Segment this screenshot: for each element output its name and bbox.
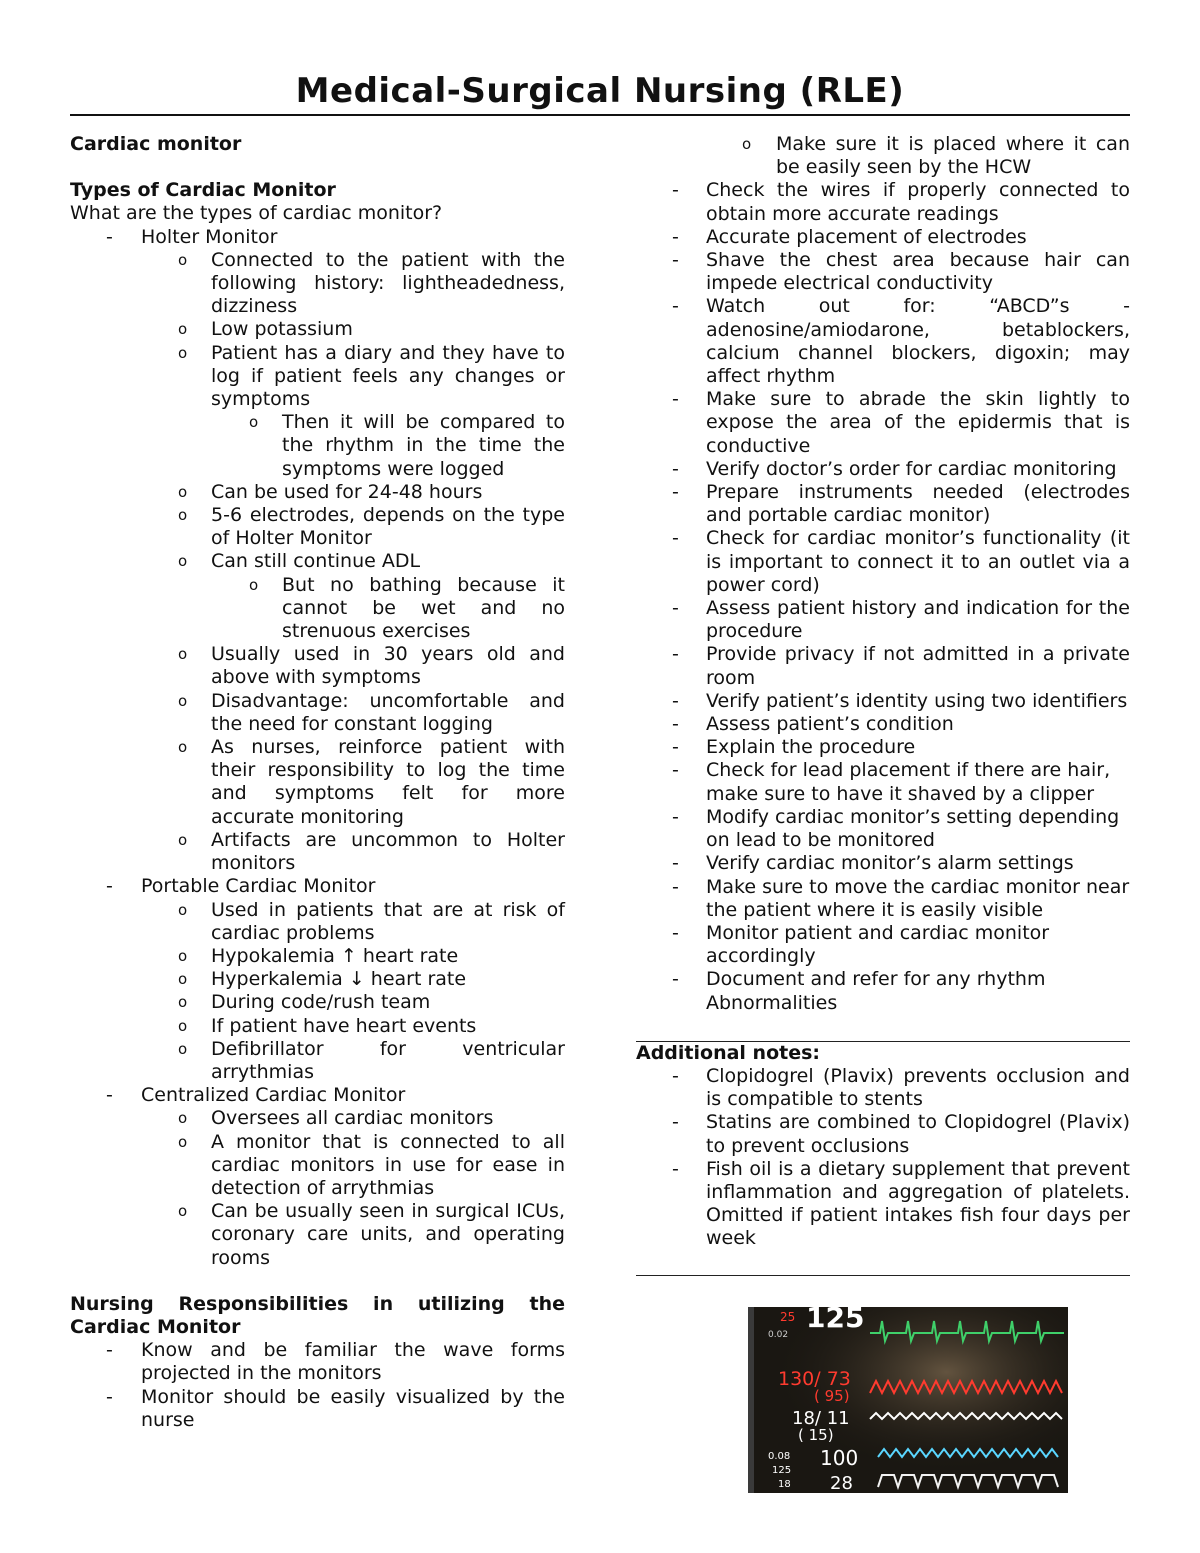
st-value: 0.02 — [768, 1330, 789, 1340]
circle-bullet: o — [178, 482, 188, 501]
dash-bullet: - — [672, 921, 679, 944]
dash-bullet: - — [672, 1157, 679, 1180]
title-rule — [70, 114, 1130, 116]
circle-bullet: o — [178, 1109, 188, 1128]
dash-bullet: - — [672, 388, 679, 411]
list-item: o As nurses, reinforce patient with their responsibility to log the time and symptoms felt for more accurate monitoring — [178, 736, 565, 828]
list-item: - Make sure to abrade the skin lightly to expose the area of the epidermis that is conductive — [672, 388, 1130, 457]
circle-bullet: o — [178, 343, 188, 362]
circle-bullet: o — [742, 135, 752, 153]
list-item: - Know and be familiar the wave forms projected in the monitors — [106, 1339, 565, 1385]
dash-bullet: - — [106, 1385, 113, 1408]
list-item: - Shave the chest area because hair can impede electrical conductivity — [672, 249, 1130, 295]
dash-bullet: - — [106, 1339, 113, 1362]
dash-bullet: - — [672, 295, 679, 318]
map-value: ( 95) — [814, 1387, 850, 1405]
list-item: - Provide privacy if not admitted in a private room — [672, 643, 1130, 689]
list-item: o Hyperkalemia ↓ heart rate — [178, 968, 467, 991]
list-item: o Hypokalemia ↑ heart rate — [178, 944, 459, 967]
dash-bullet: - — [672, 713, 679, 736]
circle-bullet: o — [178, 320, 188, 339]
dash-bullet: - — [672, 759, 679, 782]
circle-bullet: o — [178, 900, 188, 919]
nursing-heading: Nursing Responsibilities in utilizing the Cardiac Monitor — [70, 1292, 565, 1338]
list-item: o Connected to the patient with the following history: lightheadedness, dizziness — [178, 248, 565, 318]
hr-value: 125 — [806, 1307, 865, 1334]
list-item: - Verify patient’s identity using two identifiers — [672, 689, 1128, 712]
list-item: o Artifacts are uncommon to Holter monitors — [178, 828, 565, 875]
dash-bullet: - — [672, 968, 679, 991]
list-item: o Patient has a diary and they have to log if patient feels any changes or symptoms — [178, 341, 565, 411]
dash-bullet: - — [672, 457, 679, 480]
list-item-centralized: - Centralized Cardiac Monitor — [106, 1084, 406, 1107]
list-item: o Low potassium — [178, 318, 353, 341]
list-item: o Then it will be compared to the rhythm in the time the symptoms were logged — [249, 411, 565, 480]
bp-value: 130/ 73 — [778, 1368, 851, 1390]
list-item: - Assess patient history and indication for the procedure — [672, 597, 1130, 643]
circle-bullet: o — [178, 250, 188, 269]
cardiac-monitor-image — [748, 1307, 1068, 1493]
list-item: o Can be usually seen in surgical ICUs, coronary care units, and operating rooms — [178, 1200, 565, 1269]
dash-bullet: - — [672, 875, 679, 898]
circle-bullet: o — [178, 506, 188, 525]
secondary-value: 125 — [772, 1465, 792, 1476]
dash-bullet: - — [672, 1064, 679, 1087]
circle-bullet: o — [249, 413, 259, 432]
dash-bullet: - — [672, 1111, 679, 1134]
list-item: - Statins are combined to Clopidogrel (Plavix) to prevent occlusions — [672, 1111, 1130, 1157]
list-item: - Check the wires if properly connected to obtain more accurate readings — [672, 179, 1130, 225]
list-item: o A monitor that is connected to all cardiac monitors in use for ease in detection of arrythmias — [178, 1130, 565, 1199]
list-item: o Oversees all cardiac monitors — [178, 1107, 494, 1130]
list-item: o If patient have heart events — [178, 1014, 477, 1037]
list-item: o Used in patients that are at risk of cardiac problems — [178, 898, 565, 944]
list-item: o During code/rush team — [178, 991, 431, 1014]
circle-bullet: o — [178, 970, 188, 989]
list-item: - Fish oil is a dietary supplement that prevent inflammation and aggregation of platelets. Omitted if patient intakes fish four days per week — [672, 1157, 1130, 1250]
resp-value: 18/ 11 — [792, 1408, 850, 1429]
list-item: o Defibrillator for ventricular arrythmias — [178, 1037, 565, 1083]
list-item: o 5-6 electrodes, depends on the type of Holter Monitor — [178, 504, 565, 550]
dash-bullet: - — [672, 225, 679, 248]
circle-bullet: o — [178, 691, 188, 710]
list-item: - Verify cardiac monitor’s alarm settings — [672, 852, 1074, 875]
list-item: - Verify doctor’s order for cardiac monitoring — [672, 457, 1117, 480]
list-item: o Can be used for 24-48 hours — [178, 480, 483, 503]
list-item: - Assess patient’s condition — [672, 713, 954, 736]
list-item: - Accurate placement of electrodes — [672, 225, 1027, 248]
list-item: o Usually used in 30 years old and above with symptoms — [178, 643, 565, 689]
list-item: - Explain the procedure — [672, 736, 916, 759]
list-item: - Check for lead placement if there are hair, make sure to have it shaved by a clipper — [672, 759, 1111, 805]
list-item: - Monitor should be easily visualized by the nurse — [106, 1385, 565, 1431]
list-item: - Watch out for: “ABCD”s - adenosine/amiodarone, betablockers, calcium channel blockers, digoxin; may affect rhythm — [672, 295, 1130, 388]
right-column — [636, 133, 1130, 1276]
dash-bullet: - — [106, 225, 113, 248]
dash-bullet: - — [106, 875, 113, 898]
circle-bullet: o — [178, 552, 188, 571]
circle-bullet: o — [178, 830, 188, 849]
st-value: 0.08 — [768, 1451, 791, 1462]
circle-bullet: o — [178, 1039, 188, 1058]
types-question: What are the types of cardiac monitor? — [70, 202, 443, 225]
secondary-value: 18 — [778, 1479, 791, 1490]
list-item: - Make sure to move the cardiac monitor near the patient where it is easily visible — [672, 875, 1130, 921]
spo2-value: 100 — [820, 1446, 859, 1470]
list-item: - Check for cardiac monitor’s functionality (it is important to connect it to an outlet via a power cord) — [672, 527, 1130, 596]
additional-notes-heading: Additional notes: — [636, 1041, 820, 1064]
list-item: o Can still continue ADL — [178, 550, 421, 573]
circle-bullet: o — [178, 1132, 188, 1151]
circle-bullet: o — [178, 993, 188, 1012]
dash-bullet: - — [672, 249, 679, 272]
list-item: - Document and refer for any rhythm Abnormalities — [672, 968, 1046, 1014]
dash-bullet: - — [672, 643, 679, 666]
dash-bullet: - — [106, 1084, 113, 1107]
circle-bullet: o — [178, 1016, 188, 1035]
left-column — [70, 133, 565, 1432]
dash-bullet: - — [672, 805, 679, 828]
dash-bullet: - — [672, 179, 679, 202]
dash-bullet: - — [672, 689, 679, 712]
list-item-holter: - Holter Monitor — [106, 225, 278, 248]
list-item-portable: - Portable Cardiac Monitor — [106, 875, 376, 898]
list-item: o Make sure it is placed where it can be easily seen by the HCW — [742, 133, 1130, 179]
list-item: - Prepare instruments needed (electrodes and portable cardiac monitor) — [672, 481, 1130, 527]
circle-bullet: o — [249, 575, 259, 594]
list-item: - Clopidogrel (Plavix) prevents occlusion and is compatible to stents — [672, 1064, 1130, 1111]
section-heading-cardiac-monitor: Cardiac monitor — [70, 133, 242, 155]
list-item: - Modify cardiac monitor’s setting depending on lead to be monitored — [672, 805, 1120, 852]
list-item: - Monitor patient and cardiac monitor accordingly — [672, 921, 1050, 968]
dash-bullet: - — [672, 597, 679, 620]
dash-bullet: - — [672, 736, 679, 759]
section-divider — [636, 1275, 1130, 1276]
list-item: o Disadvantage: uncomfortable and the need for constant logging — [178, 689, 565, 735]
dash-bullet: - — [672, 527, 679, 550]
circle-bullet: o — [178, 946, 188, 965]
dash-bullet: - — [672, 481, 679, 504]
circle-bullet: o — [178, 1202, 188, 1221]
circle-bullet: o — [178, 645, 188, 664]
resp-mean-value: ( 15) — [798, 1426, 834, 1444]
circle-bullet: o — [178, 738, 188, 757]
list-item: o But no bathing because it cannot be wet and no strenuous exercises — [249, 573, 565, 643]
types-heading: Types of Cardiac Monitor — [70, 179, 336, 202]
hr-small-value: 25 — [780, 1310, 796, 1324]
dash-bullet: - — [672, 852, 679, 875]
co2-value: 28 — [830, 1473, 853, 1493]
page-title: Medical-Surgical Nursing (RLE) — [295, 71, 905, 111]
